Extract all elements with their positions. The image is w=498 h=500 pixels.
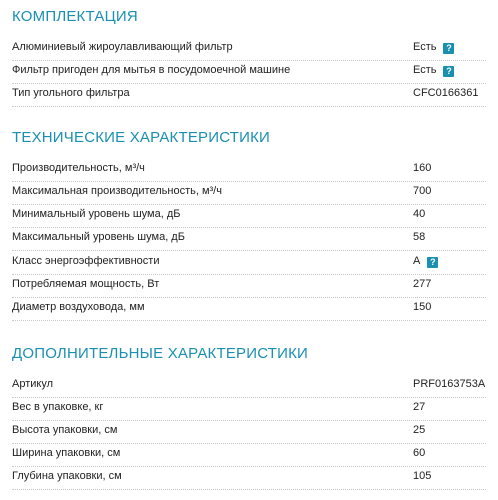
spec-row-article <box>12 375 486 398</box>
spec-value: 700 <box>413 185 432 197</box>
spec-row-dishwasher-safe <box>12 61 486 84</box>
spec-row-package-height <box>12 421 486 444</box>
spec-row-max-noise <box>12 228 486 251</box>
spec-row-energy-class <box>12 252 486 275</box>
spec-label: Максимальный уровень шума, дБ <box>12 231 185 243</box>
row-divider <box>12 250 486 251</box>
spec-value: 60 <box>413 447 426 459</box>
spec-row-duct-diameter <box>12 298 486 321</box>
row-divider <box>12 489 486 490</box>
spec-row-package-width <box>12 444 486 467</box>
spec-row-capacity <box>12 159 486 182</box>
question-mark-icon[interactable]: ? <box>443 66 454 77</box>
section-title-kit: КОМПЛЕКТАЦИЯ <box>12 8 138 25</box>
spec-row-grease-filter <box>12 38 486 61</box>
spec-row-power <box>12 275 486 298</box>
row-divider <box>12 320 486 321</box>
spec-value: 160 <box>413 162 432 174</box>
spec-value: 40 <box>413 208 426 220</box>
spec-label: Вес в упаковке, кг <box>12 401 104 413</box>
spec-label: Глубина упаковки, см <box>12 470 122 482</box>
spec-value: CFC0166361 <box>413 87 479 99</box>
spec-label: Потребляемая мощность, Вт <box>12 278 160 290</box>
spec-value: 150 <box>413 301 432 313</box>
spec-row-package-depth <box>12 467 486 490</box>
spec-value: A ? <box>413 255 438 268</box>
spec-label: Алюминиевый жироулавливающий фильтр <box>12 41 233 53</box>
spec-label: Диаметр воздуховода, мм <box>12 301 145 313</box>
spec-label: Максимальная производительность, м³/ч <box>12 185 222 197</box>
spec-row-max-capacity <box>12 182 486 205</box>
spec-row-package-weight <box>12 398 486 421</box>
spec-value: 27 <box>413 401 426 413</box>
question-mark-icon[interactable]: ? <box>427 257 438 268</box>
spec-label: Артикул <box>12 378 54 390</box>
spec-label: Класс энергоэффективности <box>12 255 160 267</box>
spec-label: Производительность, м³/ч <box>12 162 145 174</box>
spec-value: Есть ? <box>413 64 454 77</box>
spec-value: 58 <box>413 231 426 243</box>
spec-value: 105 <box>413 470 432 482</box>
spec-row-carbon-filter-type <box>12 84 486 107</box>
section-title-additional: ДОПОЛНИТЕЛЬНЫЕ ХАРАКТЕРИСТИКИ <box>12 345 309 362</box>
row-divider <box>12 106 486 107</box>
spec-label: Тип угольного фильтра <box>12 87 130 99</box>
spec-label: Ширина упаковки, см <box>12 447 121 459</box>
spec-value: 25 <box>413 424 426 436</box>
spec-value: 277 <box>413 278 432 290</box>
spec-value: PRF0163753A <box>413 378 486 390</box>
spec-label: Минимальный уровень шума, дБ <box>12 208 181 220</box>
section-title-specs: ТЕХНИЧЕСКИЕ ХАРАКТЕРИСТИКИ <box>12 129 271 146</box>
spec-label: Фильтр пригоден для мытья в посудомоечной машине <box>12 64 291 76</box>
spec-value: Есть ? <box>413 41 454 54</box>
spec-row-min-noise <box>12 205 486 228</box>
spec-label: Высота упаковки, см <box>12 424 118 436</box>
question-mark-icon[interactable]: ? <box>443 43 454 54</box>
